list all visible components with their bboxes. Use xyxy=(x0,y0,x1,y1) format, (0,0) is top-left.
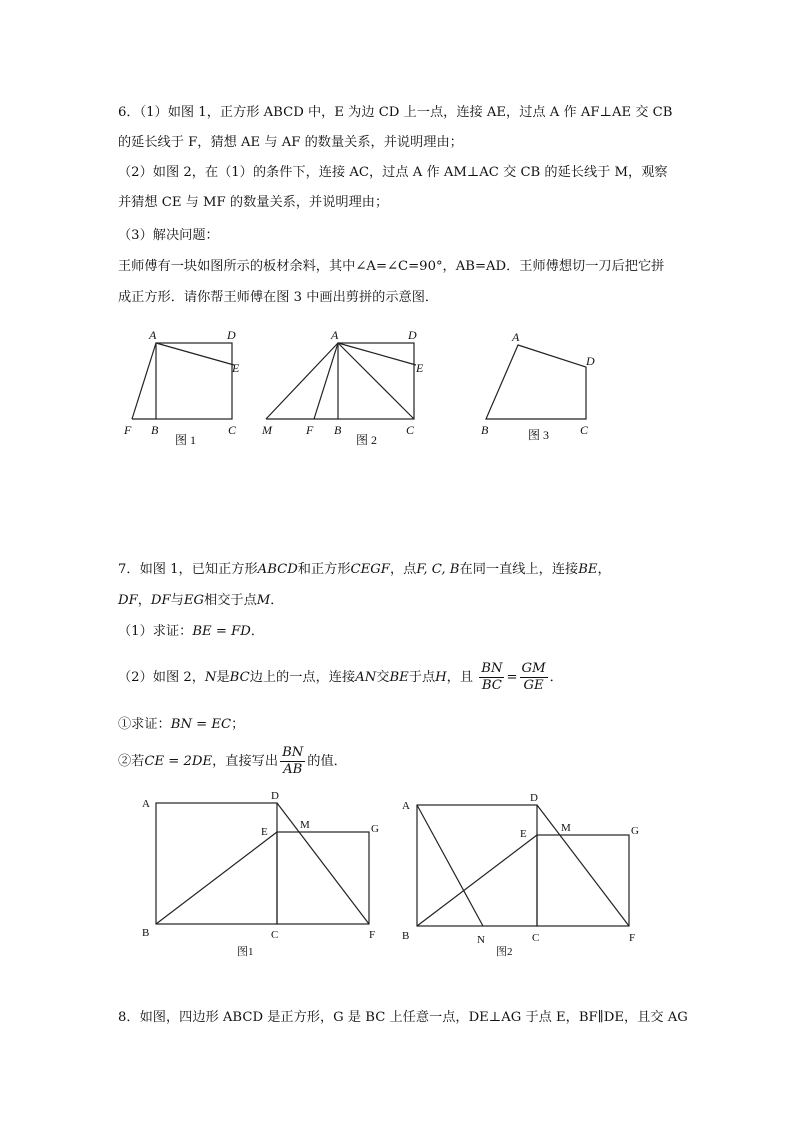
text: 相交于点 xyxy=(204,593,257,608)
q7-line-3 xyxy=(118,623,264,641)
label-f: F xyxy=(124,423,132,437)
caption: 图 2 xyxy=(356,433,378,447)
label-b: B xyxy=(334,423,342,437)
math-ce-2de: CE = 2DE xyxy=(144,754,213,769)
caption: 图 1 xyxy=(175,433,197,447)
q6-figure-3 xyxy=(470,325,610,450)
segment-am xyxy=(266,343,338,419)
label-d: D xyxy=(586,354,595,368)
label-m: M xyxy=(262,423,272,437)
label-d: D xyxy=(271,790,279,802)
math-an: AN xyxy=(355,670,377,685)
label-c: C xyxy=(271,929,279,941)
label-m: M xyxy=(300,819,310,831)
label-g: G xyxy=(371,823,379,835)
text: ，点 xyxy=(389,562,417,577)
label-a: A xyxy=(331,328,339,342)
denominator: GE xyxy=(523,678,544,693)
math-bc: BC xyxy=(229,670,250,685)
label-d: D xyxy=(530,792,538,804)
text: ． xyxy=(250,624,264,639)
square-cegf xyxy=(537,835,629,926)
text: 于点 xyxy=(408,670,436,685)
math-h: H xyxy=(435,670,447,685)
math-fcb: F, C, B xyxy=(416,562,460,577)
math-df: DF xyxy=(118,593,138,608)
segment-df xyxy=(537,805,629,926)
quadrilateral-abcd xyxy=(486,345,586,419)
math-abcd: ABCD xyxy=(257,562,298,577)
text: 交 xyxy=(376,670,390,685)
label-c: C xyxy=(532,932,540,944)
square-abcd xyxy=(156,343,232,419)
text: 在同一直线上，连接 xyxy=(459,562,579,577)
text: ， xyxy=(597,562,611,577)
q8-line-1: 8．如图，四边形 ABCD 是正方形，G 是 BC 上任意一点，DE⊥AG 于点 E，BF∥DE，且交 AG xyxy=(118,1010,688,1025)
fraction-bn-bc xyxy=(479,661,504,694)
math-be-fd: BE = FD xyxy=(192,624,251,639)
label-g: G xyxy=(631,825,639,837)
label-c: C xyxy=(406,423,415,437)
text: （2）如图 2， xyxy=(118,670,205,685)
q7-line-4 xyxy=(118,658,563,698)
q6-line-7: 成正方形．请你帮王师傅在图 3 中画出剪拼的示意图． xyxy=(118,290,439,305)
label-c: C xyxy=(580,423,589,437)
label-e: E xyxy=(416,361,424,375)
q6-line-2: 的延长线于 F，猜想 AE 与 AF 的数量关系，并说明理由； xyxy=(118,135,463,150)
math-be: BE xyxy=(578,562,598,577)
segment-be xyxy=(417,835,537,926)
math-df: DF xyxy=(150,593,171,608)
numerator: GM xyxy=(521,661,546,676)
segment-af xyxy=(314,343,338,419)
square-abcd xyxy=(156,803,277,924)
q7-line-5 xyxy=(118,716,244,734)
fraction-bn-ab xyxy=(280,745,305,778)
text: ． xyxy=(270,593,284,608)
numerator: BN xyxy=(282,745,304,760)
label-a: A xyxy=(512,330,520,344)
label-a: A xyxy=(149,328,157,342)
segment-be xyxy=(156,832,277,924)
math-eg: EG xyxy=(183,593,205,608)
math-cegf: CEGF xyxy=(350,562,390,577)
segment-ae xyxy=(156,343,234,365)
caption: 图1 xyxy=(237,946,254,958)
text: ②若 xyxy=(118,754,145,769)
square-abcd xyxy=(417,805,537,926)
text: 边上的一点，连接 xyxy=(249,670,356,685)
square-cegf xyxy=(277,832,369,924)
math-be: BE xyxy=(389,670,409,685)
q6-line-3: （2）如图 2，在（1）的条件下，连接 AC，过点 A 作 AM⊥AC 交 CB 的延长线于 M，观察 xyxy=(118,165,668,180)
q6-line-5: （3）解决问题： xyxy=(118,228,219,243)
label-d: D xyxy=(408,328,417,342)
text: 与 xyxy=(170,593,184,608)
q7-line-2 xyxy=(118,592,283,610)
caption: 图 3 xyxy=(528,428,550,442)
math-bn-ec: BN = EC xyxy=(170,717,232,732)
segment-an xyxy=(417,805,483,926)
q7-line-6 xyxy=(118,742,347,782)
label-b: B xyxy=(151,423,159,437)
text: ①求证： xyxy=(118,717,171,732)
text: 的值． xyxy=(307,754,347,769)
text: 7．如图 1，已知正方形 xyxy=(118,562,258,577)
denominator: AB xyxy=(283,762,303,777)
label-a: A xyxy=(402,800,410,812)
text: 和正方形 xyxy=(297,562,351,577)
q6-figure-1 xyxy=(118,325,258,450)
label-n: N xyxy=(477,934,485,946)
label-m: M xyxy=(561,822,571,834)
segment-af xyxy=(132,343,156,419)
label-e: E xyxy=(520,828,527,840)
text: ，直接写出 xyxy=(212,754,279,769)
label-b: B xyxy=(142,927,150,939)
q6-line-6: 王师傅有一块如图所示的板材余料，其中∠A=∠C=90°，AB=AD．王师傅想切一刀后把它拼 xyxy=(118,259,665,274)
text: ； xyxy=(231,717,245,732)
q6-line-1: 6．（1）如图 1，正方形 ABCD 中，E 为边 CD 上一点，连接 AE，过点 A 作 AF⊥AE 交 CB xyxy=(118,105,673,120)
label-c: C xyxy=(228,423,237,437)
numerator: BN xyxy=(481,661,503,676)
text: ，且 xyxy=(446,670,474,685)
label-e: E xyxy=(261,826,268,838)
q7-figure-2 xyxy=(395,785,655,960)
label-f: F xyxy=(306,423,314,437)
text: ， xyxy=(137,593,151,608)
label-b: B xyxy=(402,930,410,942)
equals: = xyxy=(506,670,518,685)
fraction-gm-ge xyxy=(520,661,548,694)
segment-df xyxy=(277,803,369,924)
caption: 图2 xyxy=(496,946,513,958)
q7-figure-1 xyxy=(135,785,390,960)
segment-ac xyxy=(338,343,414,419)
math-n: N xyxy=(204,670,217,685)
math-m: M xyxy=(256,593,271,608)
q7-line-1 xyxy=(118,561,611,579)
label-f: F xyxy=(369,929,376,941)
text: ． xyxy=(549,670,563,685)
label-f: F xyxy=(629,932,636,944)
label-e: E xyxy=(232,361,240,375)
label-a: A xyxy=(142,798,150,810)
label-d: D xyxy=(227,328,236,342)
q6-figure-2 xyxy=(258,325,428,450)
text: 是 xyxy=(216,670,230,685)
denominator: BC xyxy=(481,678,502,693)
text: （1）求证： xyxy=(118,624,193,639)
label-b: B xyxy=(481,423,489,437)
q6-line-4: 并猜想 CE 与 MF 的数量关系，并说明理由； xyxy=(118,195,389,210)
